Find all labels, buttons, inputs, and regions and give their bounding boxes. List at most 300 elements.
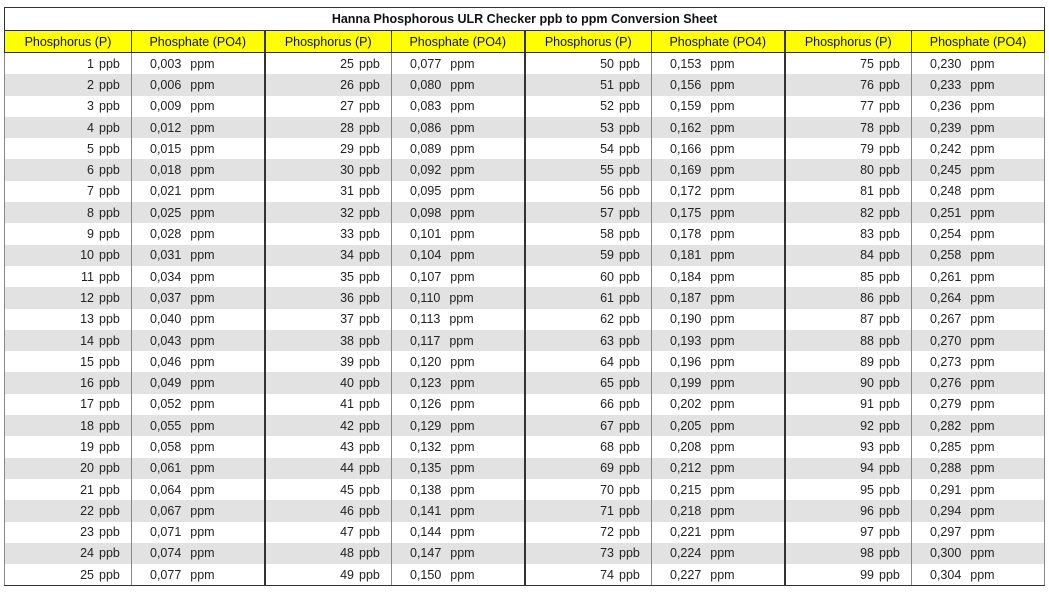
phosphorus-cell xyxy=(785,138,912,159)
phosphorus-cell xyxy=(265,53,392,75)
ppm-unit: ppm xyxy=(450,269,475,284)
phosphate-cell xyxy=(652,309,785,330)
phosphate-value: 0,095 xyxy=(410,184,442,199)
phosphorus-cell xyxy=(5,479,132,500)
ppb-unit: ppb xyxy=(99,227,120,242)
ppb-unit: ppb xyxy=(619,227,640,242)
phosphate-value: 0,003 xyxy=(150,56,182,71)
ppm-unit: ppm xyxy=(970,141,995,156)
phosphate-value: 0,074 xyxy=(150,546,182,561)
phosphate-cell xyxy=(392,74,525,95)
ppm-unit: ppm xyxy=(970,248,995,263)
ppb-unit: ppb xyxy=(879,333,900,348)
phosphate-value: 0,239 xyxy=(930,120,962,135)
phosphorus-cell xyxy=(5,351,132,372)
phosphorus-cell xyxy=(5,436,132,457)
ppb-unit: ppb xyxy=(359,567,380,582)
phosphorus-value: 48 xyxy=(340,546,354,561)
phosphate-value: 0,181 xyxy=(670,248,702,263)
phosphorus-cell xyxy=(525,96,652,117)
phosphorus-cell xyxy=(265,458,392,479)
phosphorus-value: 77 xyxy=(860,99,874,114)
ppm-unit: ppm xyxy=(970,376,995,391)
phosphorus-value: 11 xyxy=(81,269,94,284)
ppm-unit: ppm xyxy=(190,227,215,242)
ppb-unit: ppb xyxy=(359,184,380,199)
phosphorus-value: 97 xyxy=(860,525,874,540)
phosphorus-value: 15 xyxy=(80,354,94,369)
table-row xyxy=(5,543,1045,564)
phosphate-value: 0,245 xyxy=(930,163,962,178)
phosphate-value: 0,236 xyxy=(930,99,962,114)
phosphate-cell xyxy=(912,543,1045,564)
table-row xyxy=(5,436,1045,457)
phosphorus-value: 61 xyxy=(600,290,614,305)
header-phosphorus: Phosphorus (P) xyxy=(525,31,652,53)
ppb-unit: ppb xyxy=(99,77,120,92)
header-phosphate: Phosphate (PO4) xyxy=(652,31,785,53)
phosphorus-value: 32 xyxy=(340,205,354,220)
phosphorus-cell xyxy=(525,479,652,500)
phosphorus-cell xyxy=(525,564,652,586)
ppb-unit: ppb xyxy=(619,205,640,220)
phosphorus-cell xyxy=(265,287,392,308)
phosphate-cell xyxy=(392,138,525,159)
table-row xyxy=(5,458,1045,479)
phosphorus-cell xyxy=(785,394,912,415)
phosphate-cell xyxy=(132,479,265,500)
phosphate-value: 0,064 xyxy=(150,482,182,497)
phosphate-value: 0,233 xyxy=(930,77,962,92)
ppb-unit: ppb xyxy=(359,354,380,369)
phosphorus-cell xyxy=(265,522,392,543)
phosphate-value: 0,126 xyxy=(410,397,442,412)
phosphate-cell xyxy=(392,159,525,180)
phosphate-value: 0,037 xyxy=(150,290,182,305)
phosphate-value: 0,258 xyxy=(930,248,962,263)
ppb-unit: ppb xyxy=(879,205,900,220)
phosphorus-value: 82 xyxy=(860,205,874,220)
phosphate-value: 0,101 xyxy=(410,227,442,242)
ppb-unit: ppb xyxy=(99,99,120,114)
phosphorus-cell xyxy=(5,330,132,351)
ppm-unit: ppm xyxy=(450,184,475,199)
ppb-unit: ppb xyxy=(359,77,380,92)
phosphate-cell xyxy=(132,522,265,543)
phosphorus-cell xyxy=(5,181,132,202)
ppm-unit: ppm xyxy=(710,567,735,582)
phosphorus-cell xyxy=(525,500,652,521)
phosphorus-cell xyxy=(265,181,392,202)
table-row xyxy=(5,564,1045,586)
phosphate-value: 0,248 xyxy=(930,184,962,199)
phosphorus-value: 78 xyxy=(860,120,874,135)
phosphorus-value: 17 xyxy=(80,397,94,412)
ppb-unit: ppb xyxy=(359,141,380,156)
phosphorus-value: 94 xyxy=(860,461,874,476)
ppb-unit: ppb xyxy=(359,248,380,263)
phosphorus-cell xyxy=(265,309,392,330)
ppm-unit: ppm xyxy=(450,141,475,156)
phosphate-cell xyxy=(132,223,265,244)
phosphorus-cell xyxy=(785,372,912,393)
phosphate-cell xyxy=(652,479,785,500)
ppb-unit: ppb xyxy=(99,205,120,220)
table-row xyxy=(5,96,1045,117)
phosphorus-value: 59 xyxy=(600,248,614,263)
phosphorus-value: 50 xyxy=(600,56,614,71)
phosphate-cell xyxy=(652,543,785,564)
table-body xyxy=(5,53,1045,586)
phosphate-value: 0,046 xyxy=(150,354,182,369)
phosphate-value: 0,018 xyxy=(150,163,182,178)
phosphate-value: 0,224 xyxy=(670,546,702,561)
ppm-unit: ppm xyxy=(450,248,475,263)
phosphorus-value: 92 xyxy=(860,418,874,433)
ppb-unit: ppb xyxy=(879,248,900,263)
phosphorus-cell xyxy=(785,479,912,500)
phosphorus-value: 38 xyxy=(340,333,354,348)
phosphorus-value: 30 xyxy=(340,163,354,178)
phosphate-value: 0,086 xyxy=(410,120,442,135)
ppb-unit: ppb xyxy=(619,354,640,369)
phosphate-cell xyxy=(912,245,1045,266)
ppb-unit: ppb xyxy=(99,333,120,348)
phosphate-cell xyxy=(652,138,785,159)
table-row xyxy=(5,287,1045,308)
conversion-sheet xyxy=(4,7,1044,586)
table-row xyxy=(5,351,1045,372)
phosphate-value: 0,291 xyxy=(930,482,962,497)
phosphate-cell xyxy=(652,53,785,75)
ppb-unit: ppb xyxy=(359,312,380,327)
ppm-unit: ppm xyxy=(450,163,475,178)
phosphate-cell xyxy=(132,202,265,223)
phosphate-cell xyxy=(652,287,785,308)
ppb-unit: ppb xyxy=(359,99,380,114)
header-phosphorus: Phosphorus (P) xyxy=(265,31,392,53)
ppb-unit: ppb xyxy=(99,546,120,561)
phosphorus-value: 43 xyxy=(340,439,354,454)
phosphate-cell xyxy=(912,74,1045,95)
ppm-unit: ppm xyxy=(970,546,995,561)
phosphorus-cell xyxy=(5,415,132,436)
ppm-unit: ppm xyxy=(450,503,475,518)
ppm-unit: ppm xyxy=(710,461,735,476)
phosphate-value: 0,150 xyxy=(410,567,442,582)
phosphorus-value: 53 xyxy=(600,120,614,135)
phosphate-value: 0,273 xyxy=(930,354,962,369)
phosphorus-cell xyxy=(265,202,392,223)
table-row xyxy=(5,117,1045,138)
ppm-unit: ppm xyxy=(190,397,215,412)
ppm-unit: ppm xyxy=(450,354,475,369)
phosphorus-value: 75 xyxy=(860,56,874,71)
phosphate-value: 0,279 xyxy=(930,397,962,412)
phosphate-value: 0,135 xyxy=(410,461,442,476)
phosphorus-cell xyxy=(785,53,912,75)
phosphate-cell xyxy=(912,138,1045,159)
ppm-unit: ppm xyxy=(190,205,215,220)
ppm-unit: ppm xyxy=(710,333,735,348)
phosphorus-value: 25 xyxy=(80,567,94,582)
ppb-unit: ppb xyxy=(619,56,640,71)
phosphorus-cell xyxy=(5,458,132,479)
ppm-unit: ppm xyxy=(710,184,735,199)
phosphorus-cell xyxy=(265,351,392,372)
phosphorus-cell xyxy=(785,564,912,586)
ppb-unit: ppb xyxy=(619,397,640,412)
phosphate-value: 0,202 xyxy=(670,397,702,412)
table-row xyxy=(5,181,1045,202)
phosphorus-cell xyxy=(265,394,392,415)
phosphorus-cell xyxy=(5,309,132,330)
phosphate-cell xyxy=(132,96,265,117)
phosphorus-value: 56 xyxy=(600,184,614,199)
ppm-unit: ppm xyxy=(970,290,995,305)
ppm-unit: ppm xyxy=(710,56,735,71)
phosphate-cell xyxy=(652,394,785,415)
ppb-unit: ppb xyxy=(619,525,640,540)
phosphorus-value: 2 xyxy=(87,77,94,92)
phosphate-value: 0,071 xyxy=(150,525,182,540)
ppm-unit: ppm xyxy=(710,525,735,540)
header-phosphate: Phosphate (PO4) xyxy=(132,31,265,53)
phosphate-cell xyxy=(912,53,1045,75)
phosphate-cell xyxy=(392,415,525,436)
ppb-unit: ppb xyxy=(99,376,120,391)
phosphate-value: 0,178 xyxy=(670,227,702,242)
phosphorus-value: 29 xyxy=(340,141,354,156)
phosphate-cell xyxy=(392,309,525,330)
phosphate-value: 0,098 xyxy=(410,205,442,220)
phosphorus-cell xyxy=(525,436,652,457)
phosphorus-cell xyxy=(525,458,652,479)
phosphate-value: 0,294 xyxy=(930,503,962,518)
phosphate-value: 0,123 xyxy=(410,376,442,391)
table-row xyxy=(5,245,1045,266)
phosphate-value: 0,077 xyxy=(410,56,442,71)
phosphorus-cell xyxy=(525,223,652,244)
phosphorus-value: 33 xyxy=(340,227,354,242)
header-phosphate: Phosphate (PO4) xyxy=(392,31,525,53)
phosphate-cell xyxy=(912,159,1045,180)
ppb-unit: ppb xyxy=(359,205,380,220)
phosphorus-value: 20 xyxy=(80,461,94,476)
phosphate-cell xyxy=(652,74,785,95)
table-row xyxy=(5,74,1045,95)
ppm-unit: ppm xyxy=(970,56,995,71)
phosphate-cell xyxy=(912,202,1045,223)
phosphate-value: 0,261 xyxy=(930,269,962,284)
phosphorus-value: 83 xyxy=(860,227,874,242)
phosphate-cell xyxy=(132,181,265,202)
ppm-unit: ppm xyxy=(710,163,735,178)
phosphorus-cell xyxy=(785,458,912,479)
phosphorus-value: 70 xyxy=(600,482,614,497)
phosphorus-value: 24 xyxy=(80,546,94,561)
table-row xyxy=(5,138,1045,159)
ppb-unit: ppb xyxy=(879,99,900,114)
phosphate-cell xyxy=(392,53,525,75)
phosphorus-cell xyxy=(525,330,652,351)
phosphorus-cell xyxy=(785,287,912,308)
phosphate-value: 0,117 xyxy=(410,333,441,348)
phosphorus-value: 51 xyxy=(600,77,614,92)
phosphate-cell xyxy=(392,543,525,564)
ppm-unit: ppm xyxy=(710,397,735,412)
ppb-unit: ppb xyxy=(359,290,380,305)
phosphate-cell xyxy=(912,415,1045,436)
phosphorus-cell xyxy=(785,500,912,521)
ppb-unit: ppb xyxy=(879,290,900,305)
phosphorus-value: 63 xyxy=(600,333,614,348)
table-row xyxy=(5,500,1045,521)
phosphorus-value: 74 xyxy=(600,567,614,582)
phosphorus-value: 41 xyxy=(340,397,354,412)
ppm-unit: ppm xyxy=(190,376,215,391)
phosphorus-value: 88 xyxy=(860,333,874,348)
phosphate-cell xyxy=(132,53,265,75)
phosphate-value: 0,043 xyxy=(150,333,182,348)
phosphate-value: 0,113 xyxy=(410,312,441,327)
ppm-unit: ppm xyxy=(970,99,995,114)
phosphorus-value: 9 xyxy=(87,227,94,242)
ppm-unit: ppm xyxy=(190,525,215,540)
ppb-unit: ppb xyxy=(99,163,120,178)
phosphate-cell xyxy=(912,117,1045,138)
phosphorus-value: 49 xyxy=(340,567,354,582)
ppb-unit: ppb xyxy=(359,503,380,518)
phosphate-cell xyxy=(652,202,785,223)
ppm-unit: ppm xyxy=(450,205,475,220)
phosphate-cell xyxy=(912,436,1045,457)
phosphate-value: 0,199 xyxy=(670,376,702,391)
phosphorus-cell xyxy=(5,117,132,138)
phosphorus-value: 99 xyxy=(860,567,874,582)
phosphorus-value: 1 xyxy=(87,56,94,71)
phosphate-cell xyxy=(392,245,525,266)
ppb-unit: ppb xyxy=(879,77,900,92)
phosphorus-cell xyxy=(265,543,392,564)
phosphorus-cell xyxy=(5,372,132,393)
phosphate-cell xyxy=(132,159,265,180)
phosphorus-value: 45 xyxy=(340,482,354,497)
phosphorus-cell xyxy=(785,223,912,244)
ppm-unit: ppm xyxy=(190,120,215,135)
phosphorus-value: 4 xyxy=(87,120,94,135)
phosphorus-cell xyxy=(785,74,912,95)
ppm-unit: ppm xyxy=(710,77,735,92)
phosphate-cell xyxy=(132,245,265,266)
phosphorus-value: 12 xyxy=(80,290,94,305)
phosphorus-value: 69 xyxy=(600,461,614,476)
phosphate-value: 0,052 xyxy=(150,397,182,412)
phosphorus-value: 93 xyxy=(860,439,874,454)
ppm-unit: ppm xyxy=(970,312,995,327)
ppb-unit: ppb xyxy=(879,56,900,71)
phosphate-cell xyxy=(652,458,785,479)
phosphate-value: 0,159 xyxy=(670,99,702,114)
ppm-unit: ppm xyxy=(970,227,995,242)
table-row xyxy=(5,223,1045,244)
phosphorus-cell xyxy=(5,245,132,266)
ppb-unit: ppb xyxy=(879,503,900,518)
phosphate-value: 0,049 xyxy=(150,376,182,391)
phosphate-cell xyxy=(652,372,785,393)
header-phosphorus: Phosphorus (P) xyxy=(785,31,912,53)
phosphorus-value: 89 xyxy=(860,354,874,369)
phosphate-value: 0,282 xyxy=(930,418,962,433)
ppm-unit: ppm xyxy=(190,56,215,71)
table-row xyxy=(5,159,1045,180)
ppm-unit: ppm xyxy=(190,418,215,433)
phosphate-cell xyxy=(392,96,525,117)
phosphorus-cell xyxy=(525,372,652,393)
ppm-unit: ppm xyxy=(970,120,995,135)
ppm-unit: ppm xyxy=(449,290,474,305)
phosphorus-cell xyxy=(5,522,132,543)
ppb-unit: ppb xyxy=(359,120,380,135)
phosphate-value: 0,212 xyxy=(670,461,702,476)
phosphate-cell xyxy=(392,500,525,521)
ppm-unit: ppm xyxy=(190,333,215,348)
phosphate-cell xyxy=(912,479,1045,500)
ppb-unit: ppb xyxy=(619,77,640,92)
ppb-unit: ppb xyxy=(879,418,900,433)
phosphorus-value: 85 xyxy=(860,269,874,284)
ppb-unit: ppb xyxy=(359,439,380,454)
phosphorus-value: 10 xyxy=(80,248,94,263)
phosphate-cell xyxy=(392,117,525,138)
ppm-unit: ppm xyxy=(710,312,735,327)
phosphate-cell xyxy=(132,436,265,457)
ppm-unit: ppm xyxy=(710,269,735,284)
phosphate-value: 0,270 xyxy=(930,333,962,348)
table-row xyxy=(5,372,1045,393)
ppm-unit: ppm xyxy=(190,354,215,369)
ppb-unit: ppb xyxy=(619,99,640,114)
phosphate-value: 0,089 xyxy=(410,141,442,156)
ppm-unit: ppm xyxy=(190,141,215,156)
phosphate-cell xyxy=(132,330,265,351)
phosphorus-cell xyxy=(5,500,132,521)
phosphorus-cell xyxy=(5,266,132,287)
ppb-unit: ppb xyxy=(879,482,900,497)
ppm-unit: ppm xyxy=(190,248,215,263)
phosphorus-value: 28 xyxy=(340,120,354,135)
phosphate-cell xyxy=(132,543,265,564)
ppb-unit: ppb xyxy=(99,439,120,454)
ppb-unit: ppb xyxy=(99,418,120,433)
phosphate-value: 0,156 xyxy=(670,77,702,92)
phosphorus-cell xyxy=(5,543,132,564)
phosphorus-cell xyxy=(785,117,912,138)
phosphate-cell xyxy=(912,500,1045,521)
ppm-unit: ppm xyxy=(970,77,995,92)
phosphate-cell xyxy=(132,372,265,393)
ppm-unit: ppm xyxy=(710,503,735,518)
ppm-unit: ppm xyxy=(970,397,995,412)
ppm-unit: ppm xyxy=(190,163,215,178)
ppm-unit: ppm xyxy=(450,56,475,71)
phosphorus-cell xyxy=(265,500,392,521)
phosphorus-cell xyxy=(785,309,912,330)
phosphate-cell xyxy=(392,181,525,202)
ppm-unit: ppm xyxy=(970,482,995,497)
ppb-unit: ppb xyxy=(879,163,900,178)
phosphorus-cell xyxy=(265,436,392,457)
